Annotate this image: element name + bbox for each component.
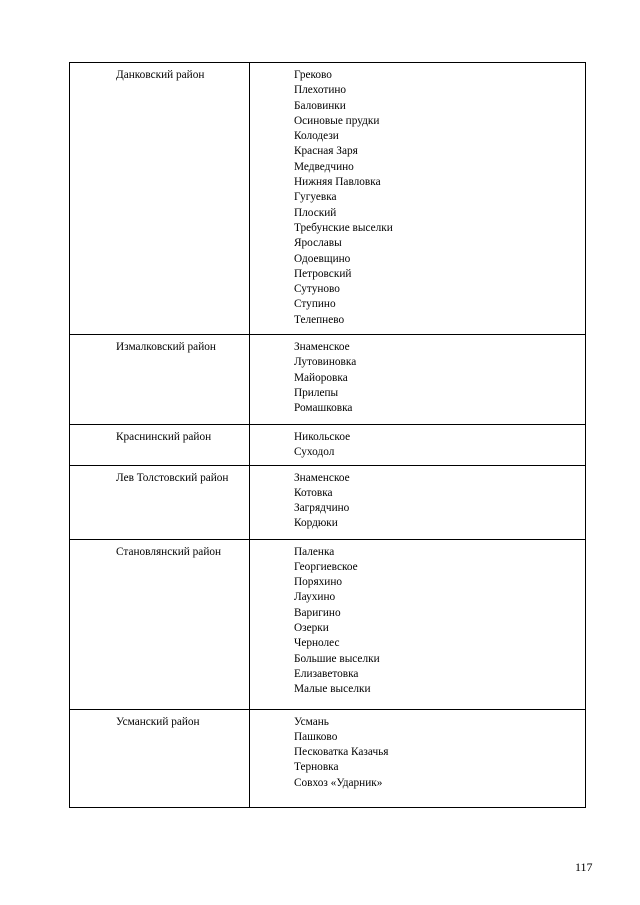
village-name: Майоровка [294,371,348,384]
district-name: Измалковский район [116,341,216,353]
village-name: Гугуевка [294,191,337,204]
villages-cell [250,465,586,539]
village-name: Терновка [294,761,339,774]
table-row [70,63,586,335]
village-name: Озерки [294,622,329,635]
village-name: Никольское [294,431,351,443]
village-name: Одоевщино [294,252,351,265]
table-row [70,709,586,807]
village-name: Георгиевское [294,560,358,573]
table-row [70,465,586,539]
village-name: Медведчино [294,160,354,173]
village-name: Песковатка Казачья [294,746,389,759]
village-name: Паленка [294,545,335,558]
village-name: Кордюки [294,517,338,530]
village-name: Знаменское [294,471,350,484]
village-name: Загрядчино [294,502,350,515]
villages-cell [250,709,586,807]
village-name: Ярославы [294,237,342,250]
village-name: Баловинки [294,99,346,112]
village-list [250,710,585,795]
table-row [70,425,586,466]
village-list [250,425,585,465]
village-name: Прилепы [294,386,339,399]
district-name: Лев Толстовский район [116,471,229,484]
village-list [250,63,585,332]
district-cell [70,425,250,466]
district-cell [70,63,250,335]
village-name: Лаухино [294,591,336,604]
village-name: Лутовиновка [294,356,357,369]
village-name: Пашково [294,730,338,743]
village-list [250,335,585,420]
village-name: Малые выселки [294,683,371,696]
village-name: Варигино [294,606,341,619]
village-name: Поряхино [294,576,343,589]
villages-cell [250,335,586,425]
village-name: Красная Заря [294,145,358,158]
villages-cell [250,63,586,335]
district-name: Данковский район [116,69,205,81]
village-name: Греково [294,69,332,81]
village-name: Котовка [294,486,333,499]
table-row [70,335,586,425]
village-list [250,466,585,536]
village-name: Чернолес [294,637,340,650]
village-name: Колодези [294,130,339,143]
village-name: Плоский [294,206,337,219]
district-cell [70,335,250,425]
village-name: Петровский [294,267,352,280]
village-name: Большие выселки [294,652,380,665]
table-row [70,539,586,709]
villages-cell [250,425,586,466]
district-name: Становлянский район [116,545,222,558]
village-name: Сутуново [294,283,340,296]
village-name: Ступино [294,298,336,311]
village-name: Телепнево [294,313,345,326]
village-name: Плехотино [294,84,347,97]
village-name: Требунские выселки [294,221,393,234]
village-list [250,540,585,702]
district-cell [70,539,250,709]
village-name: Елизаветовка [294,667,359,680]
village-name: Усмань [294,715,329,728]
village-name: Осиновые прудки [294,114,380,127]
district-name: Краснинский район [116,431,212,443]
district-name: Усманский район [116,715,200,728]
district-cell [70,465,250,539]
village-name: Знаменское [294,341,350,353]
village-name: Совхоз «Ударник» [294,776,383,789]
village-name: Нижняя Павловка [294,176,381,189]
village-name: Ромашковка [294,402,353,415]
districts-table [69,62,586,808]
district-cell [70,709,250,807]
table-body [70,63,586,808]
villages-cell [250,539,586,709]
village-name: Суходол [294,446,335,459]
page-number: 117 [575,860,593,874]
